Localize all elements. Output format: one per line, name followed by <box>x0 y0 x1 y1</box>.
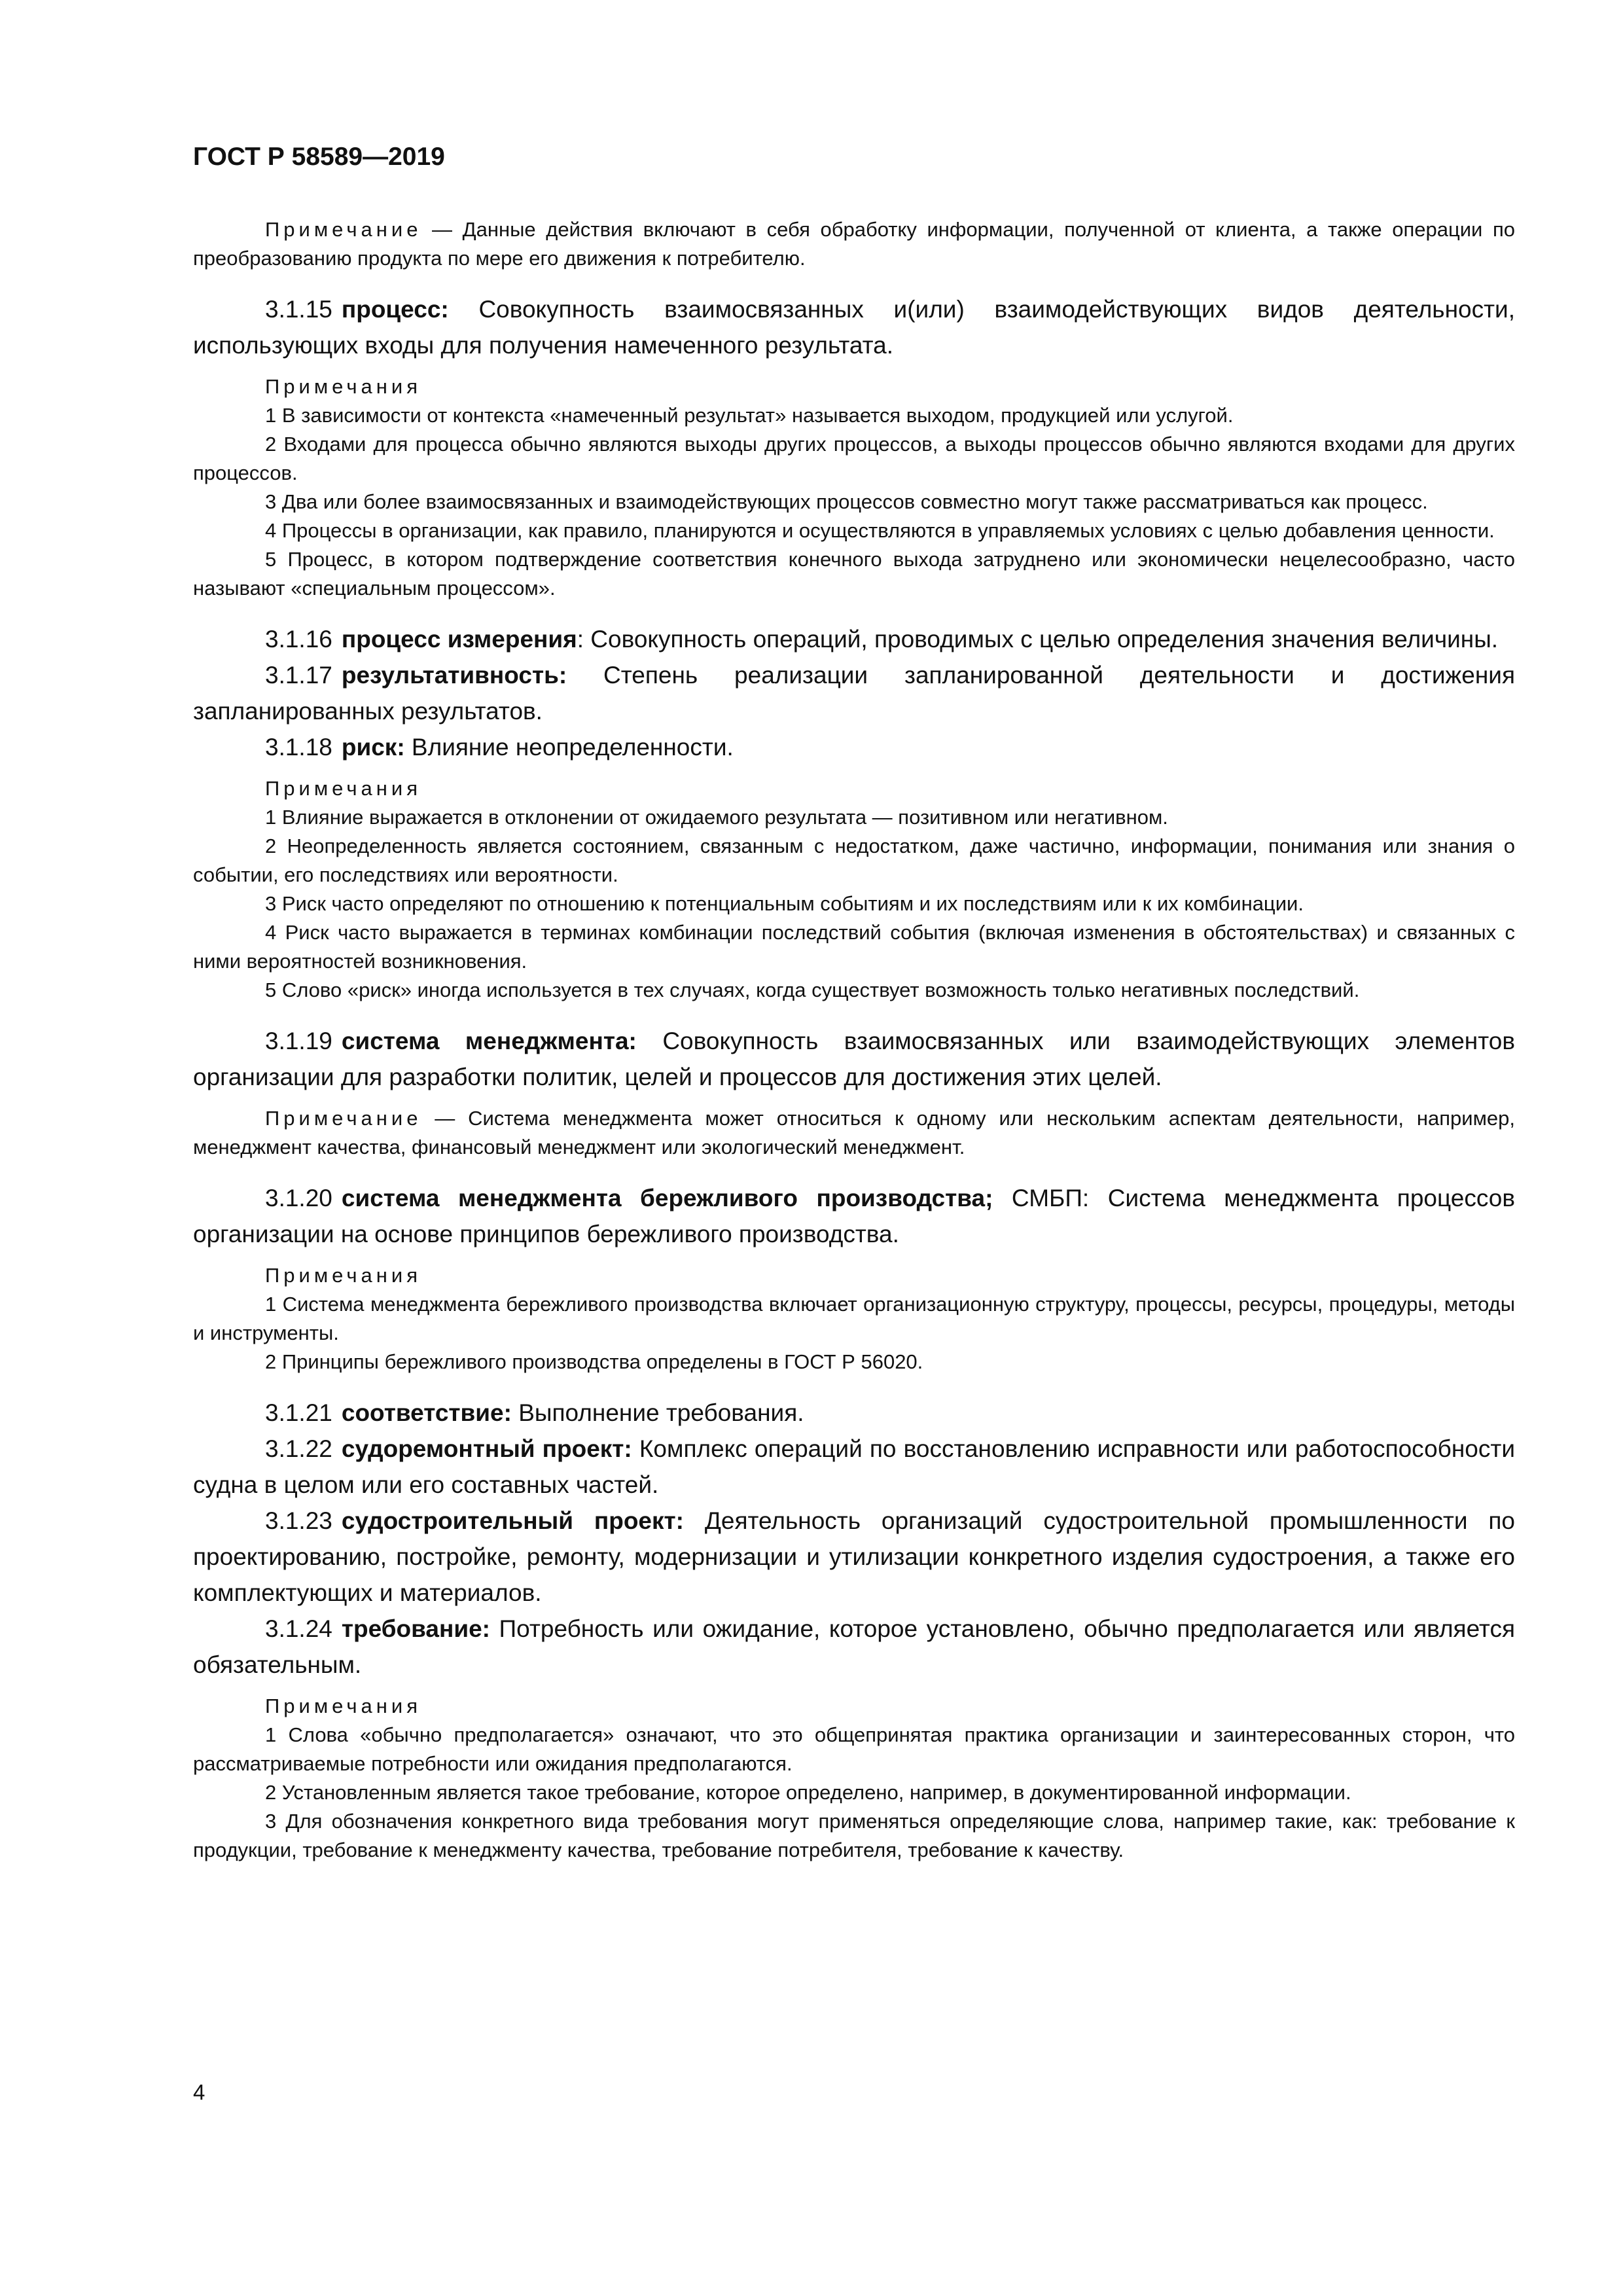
notes-heading: Примечания <box>265 777 421 800</box>
note-text: — Данные действия включают в себя обработку информации, полученной от клиента, а также операции по преобразованию продукта по мере его движения к потребителю. <box>193 218 1515 270</box>
term-number: 3.1.21 <box>265 1399 332 1426</box>
notes-heading: Примечания <box>265 375 421 398</box>
note-text: — Система менеджмента может относиться к одному или нескольким аспектам деятельности, например, менеджмент качества, финансовый менеджмент или экологический менеджмент. <box>193 1107 1515 1158</box>
term-3-1-19 <box>193 1023 1515 1095</box>
term-definition: Влияние неопределенности. <box>404 734 734 761</box>
term-number: 3.1.22 <box>265 1435 332 1462</box>
term-definition: Потребность или ожидание, которое установлено, обычно предполагается или является обязательным. <box>193 1615 1515 1678</box>
term-name: судостроительный проект: <box>341 1507 684 1534</box>
term-3-1-24 <box>193 1611 1515 1683</box>
note-item: 3 Два или более взаимосвязанных и взаимодействующих процессов совместно могут также рассматриваться как процесс. <box>265 490 1428 513</box>
term-number: 3.1.17 <box>265 662 332 689</box>
note-item: 1 Влияние выражается в отклонении от ожидаемого результата — позитивном или негативном. <box>265 806 1168 829</box>
term-definition: СМБП: Система менеджмента процессов организации на основе принципов бережливого производства. <box>193 1185 1515 1247</box>
term-definition: Комплекс операций по восстановлению исправности или работоспособности судна в целом или его составных частей. <box>193 1435 1515 1498</box>
term-3-1-22 <box>193 1431 1515 1503</box>
term-name: соответствие: <box>341 1399 512 1426</box>
notes-heading: Примечания <box>265 1695 421 1717</box>
note-item: 5 Процесс, в котором подтверждение соответствия конечного выхода затруднено или экономически нецелесообразно, часто называют «специальным процессом». <box>193 548 1515 600</box>
term-number: 3.1.18 <box>265 734 332 761</box>
term-name: процесс: <box>341 296 449 323</box>
term-name: требование: <box>341 1615 490 1642</box>
term-name: процесс измерения <box>341 626 577 653</box>
notes-heading: Примечания <box>265 1264 421 1287</box>
note-item: 2 Установленным является такое требование, которое определено, например, в документированной информации. <box>265 1781 1351 1804</box>
term-number: 3.1.24 <box>265 1615 332 1642</box>
document-page <box>193 141 1515 1865</box>
term-number: 3.1.16 <box>265 626 332 653</box>
note-3-1-19 <box>193 1104 1515 1162</box>
term-definition: Совокупность взаимосвязанных или взаимодействующих элементов организации для разработки политик, целей и процессов для достижения этих целей. <box>193 1028 1515 1090</box>
note-item: 3 Риск часто определяют по отношению к потенциальным событиям и их последствиям или к их комбинации. <box>265 892 1304 915</box>
note-item: 5 Слово «риск» иногда используется в тех случаях, когда существует возможность только негативных последствий. <box>265 978 1360 1001</box>
term-definition: : Совокупность операций, проводимых с целью определения значения величины. <box>577 626 1499 653</box>
term-3-1-23 <box>193 1503 1515 1611</box>
term-definition: Выполнение требования. <box>511 1399 804 1426</box>
term-name: результативность: <box>341 662 567 689</box>
note-item: 4 Процессы в организации, как правило, планируются и осуществляются в управляемых условиях с целью добавления ценности. <box>265 519 1495 542</box>
note-item: 2 Входами для процесса обычно являются выходы других процессов, а выходы процессов обычно являются входами для других процессов. <box>193 433 1515 484</box>
term-number: 3.1.23 <box>265 1507 332 1534</box>
term-3-1-16 <box>193 621 1515 657</box>
note-item: 1 Слова «обычно предполагается» означают, что это общепринятая практика организации и заинтересованных сторон, что рассматриваемые потребности или ожидания предполагаются. <box>193 1723 1515 1775</box>
note-item: 2 Принципы бережливого производства определены в ГОСТ Р 56020. <box>265 1350 923 1373</box>
term-3-1-20 <box>193 1180 1515 1252</box>
term-name: риск: <box>341 734 405 761</box>
term-definition: Совокупность взаимосвязанных и(или) взаимодействующих видов деятельности, использующих входы для получения намеченного результата. <box>193 296 1515 359</box>
term-number: 3.1.19 <box>265 1028 332 1054</box>
term-3-1-17 <box>193 657 1515 729</box>
page-number: 4 <box>193 2080 205 2104</box>
document-header: ГОСТ Р 58589—2019 <box>193 143 445 171</box>
term-3-1-15 <box>193 291 1515 363</box>
term-name: судоремонтный проект: <box>341 1435 632 1462</box>
intro-note <box>193 215 1515 273</box>
term-number: 3.1.15 <box>265 296 332 323</box>
notes-3-1-20 <box>193 1261 1515 1376</box>
term-number: 3.1.20 <box>265 1185 332 1211</box>
note-item: 2 Неопределенность является состоянием, связанным с недостатком, даже частично, информации, понимания или знания о событии, его последствиях или вероятности. <box>193 834 1515 886</box>
term-name: система менеджмента бережливого производства; <box>341 1185 993 1211</box>
notes-3-1-18 <box>193 774 1515 1005</box>
note-label: Примечание <box>265 218 422 241</box>
term-name: система менеджмента: <box>341 1028 637 1054</box>
note-item: 1 Система менеджмента бережливого производства включает организационную структуру, процессы, ресурсы, процедуры, методы и инструменты. <box>193 1293 1515 1344</box>
note-item: 1 В зависимости от контекста «намеченный результат» называется выходом, продукцией или услугой. <box>265 404 1234 427</box>
note-label: Примечание <box>265 1107 422 1130</box>
note-item: 4 Риск часто выражается в терминах комбинации последствий события (включая изменения в обстоятельствах) и связанных с ними вероятностей возникновения. <box>193 921 1515 973</box>
term-definition: Деятельность организаций судостроительной промышленности по проектированию, постройке, ремонту, модернизации и утилизации конкретного изделия судостроения, а также его комплектующих и материалов. <box>193 1507 1515 1606</box>
note-item: 3 Для обозначения конкретного вида требования могут применяться определяющие слова, например такие, как: требование к продукции, требование к менеджменту качества, требование потребителя, требование к качеству. <box>193 1810 1515 1861</box>
term-3-1-21 <box>193 1395 1515 1431</box>
notes-3-1-24 <box>193 1692 1515 1865</box>
term-3-1-18 <box>193 729 1515 765</box>
notes-3-1-15 <box>193 372 1515 603</box>
term-definition: Степень реализации запланированной деятельности и достижения запланированных результатов. <box>193 662 1515 725</box>
